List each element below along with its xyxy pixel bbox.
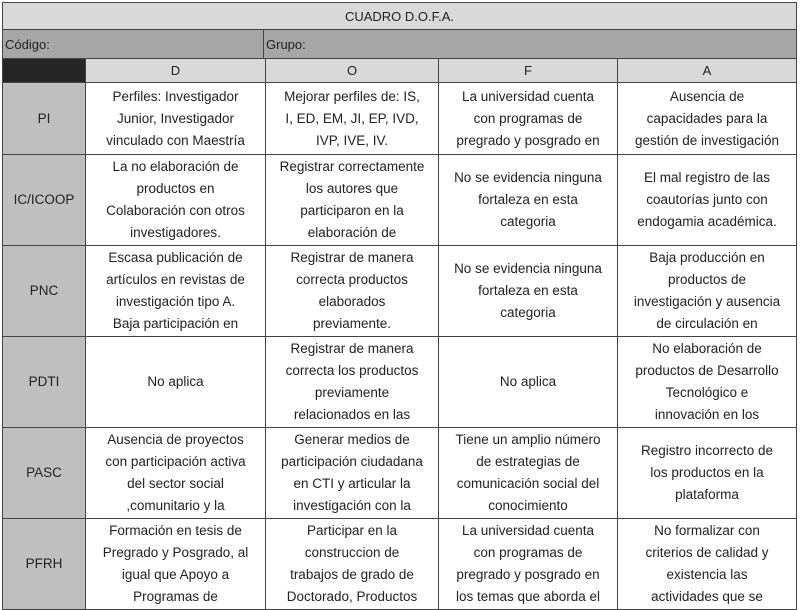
header-o: O [266, 59, 439, 82]
row-label: PFRH [3, 519, 86, 609]
table-cell-d: Perfiles: Investigador Junior, Investigador vinculado con Maestría [86, 83, 266, 154]
corner-cell [3, 59, 86, 82]
table-cell-o: Generar medios de participación ciudadana en CTI y articular la investigación con la [266, 428, 439, 518]
table-cell-a: Ausencia de capacidades para la gestión de investigación [634, 88, 780, 148]
table-row [3, 83, 796, 155]
table-title: CUADRO D.O.F.A. [3, 3, 796, 30]
table-cell-d: Formación en tesis de Pregrado y Posgrado, al igual que Apoyo a Programas de [86, 519, 266, 609]
row-label: IC/ICOOP [3, 155, 86, 245]
table-row [3, 246, 796, 337]
table-cell-d: Ausencia de proyectos con participación activa del sector social ,comunitario y la [86, 428, 266, 518]
table-cell-f: La universidad cuenta con programas de pregrado y posgrado en [439, 83, 618, 154]
table-cell-o: Registrar de manera correcta los productos previamente relacionados en las [266, 337, 439, 427]
table-cell-f: No se evidencia ninguna fortaleza en esta categoria [439, 155, 618, 245]
row-label: PI [3, 83, 86, 154]
table-cell-a: No elaboración de productos de Desarrollo Tecnológico e innovación en los [635, 341, 779, 422]
header-row [3, 59, 796, 83]
table-cell-a: No formalizar con criterios de calidad y existencia las actividades que se [645, 523, 769, 604]
table-cell-a: Registro incorrecto de los productos en la plataforma [640, 443, 774, 502]
meta-row [3, 30, 796, 59]
grupo-label: Grupo: [266, 36, 306, 52]
row-label: PNC [3, 246, 86, 336]
header-f: F [439, 59, 618, 82]
table-row [3, 428, 796, 519]
table-row [3, 155, 796, 246]
codigo-label: Código: [3, 30, 264, 58]
header-d: D [86, 59, 266, 82]
table-cell-o: Registrar correctamente los autores que participaron en la elaboración de [266, 155, 439, 245]
row-label: PASC [3, 428, 86, 518]
table-cell-d: Escasa publicación de artículos en revistas de investigación tipo A. Baja participación en [86, 246, 266, 336]
table-row [3, 519, 796, 609]
table-cell-f: La universidad cuenta con programas de pregrado y posgrado en los temas que aborda el [439, 519, 618, 609]
table-cell-f: No aplica [439, 337, 618, 427]
table-cell-f: No se evidencia ninguna fortaleza en esta categoria [439, 246, 618, 336]
table-cell-d: No aplica [86, 337, 266, 427]
table-cell-f: Tiene un amplio número de estrategias de comunicación social del conocimiento [439, 428, 618, 518]
table-row [3, 337, 796, 428]
row-label: PDTI [3, 337, 86, 427]
table-cell-a: El mal registro de las coautorías junto con endogamia académica. [637, 170, 777, 229]
table-cell-a: Baja producción en productos de investigación y ausencia de circulación en [633, 250, 781, 331]
table-cell-o: Registrar de manera correcta productos elaborados previamente. [266, 246, 439, 336]
dofa-table [2, 2, 797, 610]
header-a: A [618, 59, 796, 82]
table-cell-o: Mejorar perfiles de: IS, I, ED, EM, JI, EP, IVD, IVP, IVE, IV. [266, 83, 439, 154]
table-cell-d: La no elaboración de productos en Colaboración con otros investigadores. [86, 155, 266, 245]
table-cell-o: Participar en la construccion de trabajos de grado de Doctorado, Productos [266, 519, 439, 609]
